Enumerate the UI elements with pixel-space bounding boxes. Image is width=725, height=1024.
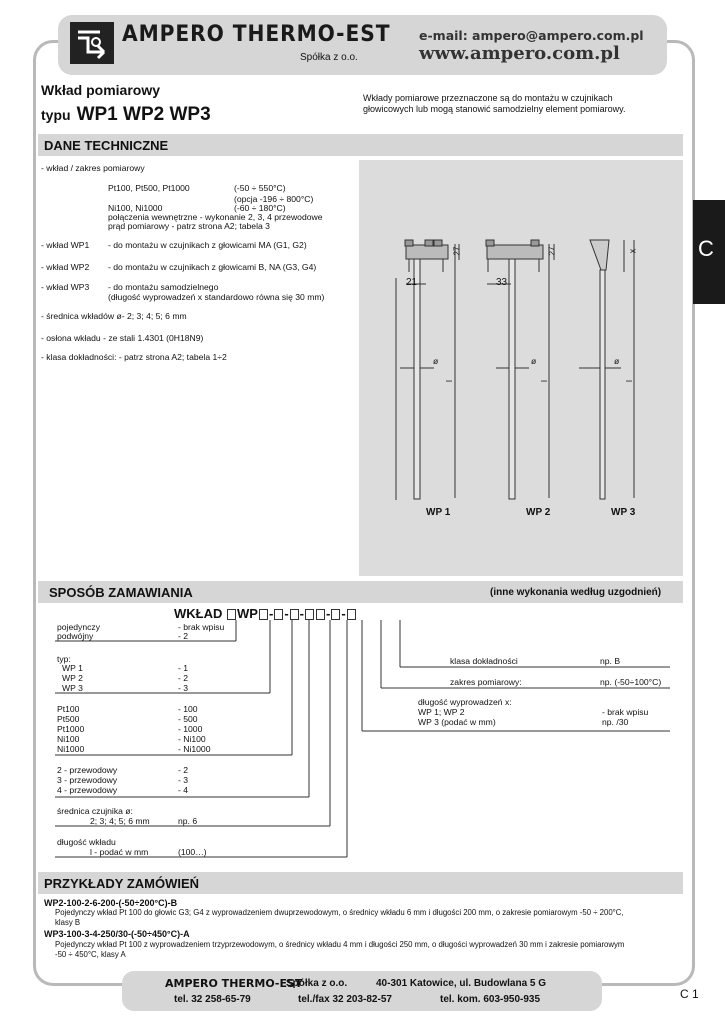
order-value: - 500 xyxy=(178,714,198,724)
order-value: (100…) xyxy=(178,847,207,857)
section-title-examples: PRZYKŁADY ZAMÓWIEŃ xyxy=(44,876,200,891)
order-code-prefix: WKŁAD xyxy=(174,606,223,621)
order-label: zakres pomiarowy: xyxy=(450,677,522,687)
section-title-order: SPOSÓB ZAMAWIANIA xyxy=(49,585,193,600)
footer-brand: AMPERO THERMO-EST xyxy=(165,977,303,990)
example-desc: klasy B xyxy=(55,918,81,927)
spec-line: - wkład WP2 xyxy=(41,262,90,272)
spec-line: - do montażu samodzielnego xyxy=(108,282,219,292)
order-label: WP 3 (podać w mm) xyxy=(418,717,496,727)
length-label: l xyxy=(443,380,454,382)
order-label: WP 2 xyxy=(62,673,83,683)
order-value: - brak wpisu xyxy=(178,622,225,632)
example-code: WP3-100-3-4-250/30-(-50÷450°C)-A xyxy=(44,929,190,939)
order-value: - brak wpisu xyxy=(602,707,649,717)
order-value: - 100 xyxy=(178,704,198,714)
diameter-symbol: ø xyxy=(433,356,439,366)
order-label: 4 - przewodowy xyxy=(57,785,118,795)
order-label: typ: xyxy=(57,654,71,664)
order-value: - 1 xyxy=(178,663,189,673)
order-code-wp: WP xyxy=(237,606,258,621)
order-label: 2 - przewodowy xyxy=(57,765,118,775)
order-label: długość wkładu xyxy=(57,837,116,847)
order-value: np. 6 xyxy=(178,816,198,826)
dimension-27b: 27 xyxy=(547,246,557,256)
order-label: 3 - przewodowy xyxy=(57,775,118,785)
order-label: podwójny xyxy=(57,631,94,641)
spec-line: (opcja -196 ÷ 800°C) xyxy=(234,194,314,204)
spec-line: (-50 ÷ 550°C) xyxy=(234,183,286,193)
order-label: Pt500 xyxy=(57,714,80,724)
order-label: długość wyprowadzeń x: xyxy=(418,697,512,707)
order-value: - 1000 xyxy=(178,724,203,734)
example-desc: -50 ÷ 450°C, klasy A xyxy=(55,950,126,959)
example-desc: Pojedynczy wkład Pt 100 z wyprowadzeniem trzyprzewodowym, o średnicy wkładu 4 mm i długości 250 mm, o długości wyprowadzeń 30 mm i zakresie pomiarowym xyxy=(55,940,625,949)
order-label: Ni100 xyxy=(57,734,80,744)
order-value: - 4 xyxy=(178,785,189,795)
footer-fax[interactable]: tel./fax 32 203-82-57 xyxy=(298,994,392,1005)
order-label: 2; 3; 4; 5; 6 mm xyxy=(90,816,150,826)
drawing-label-wp3: WP 3 xyxy=(611,507,636,518)
order-label: średnica czujnika ø: xyxy=(57,806,133,816)
order-label: WP 1; WP 2 xyxy=(418,707,465,717)
order-label: WP 1 xyxy=(62,663,83,673)
spec-line: Ni100, Ni1000 xyxy=(108,203,163,213)
order-label: Ni1000 xyxy=(57,744,85,754)
spec-line: (-60 ÷ 180°C) xyxy=(234,203,286,213)
description: Wkłady pomiarowe przeznaczone są do montażu w czujnikach głowicowych lub mogą stanowić samodzielny element pomiarowy. xyxy=(363,93,626,114)
page-title: Wkład pomiarowy xyxy=(41,82,161,98)
order-label: pojedynczy xyxy=(57,622,100,632)
order-value: np. /30 xyxy=(602,717,629,727)
example-desc: Pojedynczy wkład Pt 100 do głowic G3; G4 z wyprowadzeniem dwuprzewodowym, o średnicy wkładu 6 mm i długości 200 mm, o zakresie pomiarowym -50 ÷ 200°C, xyxy=(55,908,624,917)
brand-name: AMPERO THERMO-EST xyxy=(122,22,391,47)
spec-line: (długość wyprowadzeń x standardowo równa się 30 mm) xyxy=(108,292,325,302)
page-number: C 1 xyxy=(680,987,699,1001)
email-link[interactable]: e-mail: ampero@ampero.com.pl xyxy=(419,28,644,43)
footer-company: Spółka z o.o. xyxy=(286,978,348,989)
spec-line: prąd pomiarowy - patrz strona A2; tabela 3 xyxy=(108,221,270,231)
dimension-21: 21 xyxy=(406,277,418,288)
section-title-dane: DANE TECHNICZNE xyxy=(44,138,169,153)
drawing-label-wp2: WP 2 xyxy=(526,507,551,518)
spec-line: - do montażu w czujnikach z głowicami MA (G1, G2) xyxy=(108,240,307,250)
dimension-33: 33 xyxy=(496,277,508,288)
drawing-label-wp1: WP 1 xyxy=(426,507,451,518)
footer-address: 40-301 Katowice, ul. Budowlana 5 G xyxy=(376,978,547,989)
footer-mobile[interactable]: tel. kom. 603-950-935 xyxy=(440,994,541,1005)
example-code: WP2-100-2-6-200-(-50÷200°C)-B xyxy=(44,898,178,908)
order-value: - 3 xyxy=(178,683,189,693)
order-code: WKŁAD WP - - - - - xyxy=(174,606,357,621)
length-label: l xyxy=(623,380,634,382)
spec-line: - wkład / zakres pomiarowy xyxy=(41,163,145,173)
spec-line: - klasa dokładności: - patrz strona A2; tabela 1÷2 xyxy=(41,352,227,362)
type-names: WP1 WP2 WP3 xyxy=(76,104,211,125)
section-tab-label: C xyxy=(698,236,714,261)
order-label: Pt100 xyxy=(57,704,80,714)
spec-line: - wkład WP1 xyxy=(41,240,90,250)
order-note: (inne wykonania według uzgodnień) xyxy=(490,587,662,598)
spec-line: - wkład WP3 xyxy=(41,282,90,292)
diameter-symbol: ø xyxy=(614,356,620,366)
order-value: - Ni1000 xyxy=(178,744,211,754)
spec-line: Pt100, Pt500, Pt1000 xyxy=(108,183,190,193)
length-label: l xyxy=(538,380,549,382)
order-value: - 2 xyxy=(178,631,189,641)
footer-tel[interactable]: tel. 32 258-65-79 xyxy=(174,994,251,1005)
spec-line: połączenia wewnętrzne - wykonanie 2, 3, 4 przewodowe xyxy=(108,212,323,222)
order-label: Pt1000 xyxy=(57,724,85,734)
company-type: Spółka z o.o. xyxy=(300,52,358,63)
order-value: - Ni100 xyxy=(178,734,206,744)
order-value: - 2 xyxy=(178,765,189,775)
order-value: np. (-50÷100°C) xyxy=(600,677,662,687)
spec-line: - do montażu w czujnikach z głowicami B, NA (G3, G4) xyxy=(108,262,317,272)
order-value: np. B xyxy=(600,656,621,666)
order-label: klasa dokładności xyxy=(450,656,518,666)
diameter-symbol: ø xyxy=(531,356,537,366)
dimension-x: x xyxy=(627,248,638,254)
dimension-27a: 27 xyxy=(452,246,462,256)
order-label: l - podać w mm xyxy=(90,847,149,857)
spec-line: - osłona wkładu - ze stali 1.4301 (0H18N9) xyxy=(41,333,204,343)
spec-line: - średnica wkładów ø- 2; 3; 4; 5; 6 mm xyxy=(41,311,187,321)
order-value: - 3 xyxy=(178,775,189,785)
website-link[interactable]: www.ampero.com.pl xyxy=(419,43,620,64)
order-label: WP 3 xyxy=(62,683,83,693)
order-value: - 2 xyxy=(178,673,189,683)
type-prefix: typu xyxy=(41,107,71,123)
